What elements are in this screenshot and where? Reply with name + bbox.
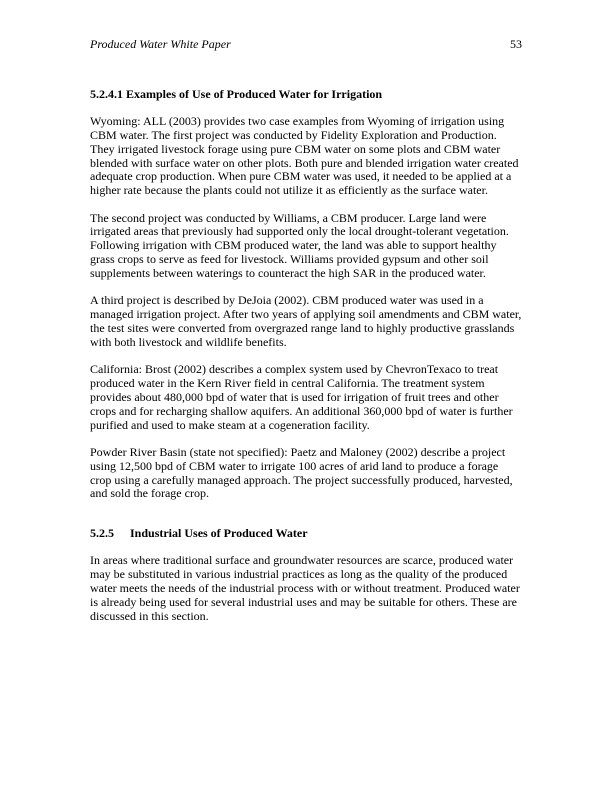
section-heading-industrial-uses [90, 526, 522, 540]
running-header [90, 36, 522, 54]
paragraph-california: California: Brost (2002) describes a complex system used by ChevronTexaco to treat produced water in the Kern River field in central California. The treatment system provides about 480,000 bpd of water that is used for irrigation of fruit trees and other crops and for recharging shallow aquifers. An additional 360,000 bpd of water is further purified and used to make steam at a cogeneration facility. [90, 362, 513, 432]
paragraph-third-project: A third project is described by DeJoia (2002). CBM produced water was used in a managed irrigation project. After two years of applying soil amendments and CBM water, the test sites were converted from overgrazed range land to highly productive grasslands with both livestock and wildlife benefits. [90, 293, 522, 349]
header-title: Produced Water White Paper [90, 37, 231, 51]
paragraph-williams-project: The second project was conducted by Williams, a CBM producer. Large land were irrigated areas that previously had supported only the local drought-tolerant vegetation. Following irrigation with CBM produced water, the land was able to support healthy grass crops to serve as feed for livestock. Williams provided gypsum and other soil supplements between waterings to counteract the high SAR in the produced water. [90, 210, 509, 280]
paragraph-wyoming: Wyoming: ALL (2003) provides two case examples from Wyoming of irrigation using CBM water. The first project was conducted by Fidelity Exploration and Production. They irrigated livestock forage using pure CBM water on some plots and CBM water blended with surface water on other plots. Both pure and blended irrigation water created adequate crop production. When pure CBM water was used, it needed to be applied at a higher rate because the plants could not utilize it as efficiently as the surface water. [90, 114, 519, 198]
section-number: 5.2.5 [90, 526, 114, 541]
document-body [90, 87, 522, 623]
section-heading-irrigation-examples: 5.2.4.1 Examples of Use of Produced Water for Irrigation [90, 87, 383, 101]
paragraph-powder-river-basin: Powder River Basin (state not specified): Paetz and Maloney (2002) describe a project using 12,500 bpd of CBM water to irrigate 100 acres of arid land to produce a forage crop using a carefully managed approach. The project successfully produced, harvested, and sold the forage crop. [90, 444, 513, 501]
paragraph-industrial-uses: In areas where traditional surface and groundwater resources are scarce, produced water may be substituted in various industrial practices as long as the quality of the produced water meets the needs of the industrial process with or without treatment. Produced water is already being used for several industrial uses and may be suitable for others. These are discussed in this section. [90, 553, 520, 623]
section-title: Industrial Uses of Produced Water [130, 526, 308, 541]
page-number: 53 [510, 37, 522, 51]
